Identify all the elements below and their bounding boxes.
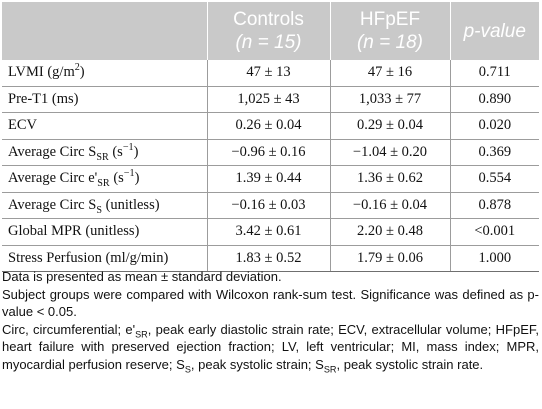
cell-controls: 1,025 ± 43 (207, 86, 330, 113)
abbrev-part: , peak systolic strain rate. (336, 356, 484, 372)
cell-hfpef: −1.04 ± 0.20 (330, 139, 450, 166)
abbrev-sub: SR (135, 329, 148, 340)
cell-hfpef: 1.36 ± 0.62 (330, 166, 450, 193)
table-row (2, 113, 539, 140)
header-hfpef-n: (n = 18) (356, 32, 423, 53)
header-hfpef (330, 2, 450, 60)
header-controls-title: Controls (233, 9, 304, 30)
row-label-mid: (s (109, 170, 124, 187)
cell-hfpef: 1.79 ± 0.06 (330, 245, 450, 272)
row-label-tail: (unitless) (101, 196, 160, 213)
abbrev-sub: S (184, 364, 191, 375)
footnote-data-presentation: Data is presented as mean ± standard deviation. (2, 269, 282, 284)
row-label (2, 192, 207, 219)
row-label (2, 139, 207, 166)
header-controls (207, 2, 330, 60)
row-label-tail: ) (133, 143, 139, 160)
cell-controls: −0.96 ± 0.16 (207, 139, 330, 166)
cell-controls: 3.42 ± 0.61 (207, 219, 330, 246)
abbrev-part: Circ, circumferential; e' (2, 321, 136, 337)
row-label-sub: SR (97, 178, 110, 190)
table-header-row (2, 2, 539, 60)
cell-hfpef: 1,033 ± 77 (330, 86, 450, 113)
row-label-tail: ) (134, 170, 140, 187)
row-label (2, 60, 207, 86)
cell-pvalue: 0.020 (450, 113, 539, 140)
cell-controls: 0.26 ± 0.04 (207, 113, 330, 140)
row-label-sup: 2 (74, 62, 80, 74)
row-label-tail: ) (79, 64, 85, 81)
cell-controls: −0.16 ± 0.03 (207, 192, 330, 219)
row-label-sup: −1 (122, 141, 134, 153)
cell-controls: 1.39 ± 0.44 (207, 166, 330, 193)
cell-hfpef: −0.16 ± 0.04 (330, 192, 450, 219)
footnote-abbreviations (2, 321, 539, 374)
table-row (2, 192, 539, 219)
table-row (2, 86, 539, 113)
table-row (2, 166, 539, 193)
cell-pvalue: 0.554 (450, 166, 539, 193)
row-label: Global MPR (unitless) (2, 219, 207, 246)
abbrev-part: , peak systolic strain; S (190, 356, 324, 372)
row-label: Stress Perfusion (ml/g/min) (2, 245, 207, 272)
table-row (2, 60, 539, 86)
row-label-text: Average Circ e' (8, 170, 98, 187)
header-controls-n: (n = 15) (235, 32, 302, 53)
row-label-mid: (s (108, 143, 123, 160)
cell-pvalue: 1.000 (450, 245, 539, 272)
row-label-text: Average Circ S (8, 196, 97, 213)
cell-pvalue: <0.001 (450, 219, 539, 246)
cell-hfpef: 47 ± 16 (330, 60, 450, 86)
row-label: Pre-T1 (ms) (2, 86, 207, 113)
row-label-sub: SR (96, 151, 109, 163)
row-label: ECV (2, 113, 207, 140)
header-hfpef-title: HFpEF (359, 9, 421, 30)
cell-pvalue: 0.711 (450, 60, 539, 86)
cell-controls: 1.83 ± 0.52 (207, 245, 330, 272)
cell-controls: 47 ± 13 (207, 60, 330, 86)
header-pvalue-label: p-value (463, 20, 526, 42)
row-label-sub: S (96, 204, 102, 216)
row-label (2, 166, 207, 193)
abbrev-sub: SR (323, 364, 337, 375)
footnote-statistics: Subject groups were compared with Wilcoxon rank-sum test. Significance was defined as p-value < 0.05. (2, 286, 539, 319)
results-table (2, 2, 539, 272)
cell-pvalue: 0.878 (450, 192, 539, 219)
table-row (2, 139, 539, 166)
cell-pvalue: 0.890 (450, 86, 539, 113)
abbrev-part: , peak early diastolic strain rate; ECV, extracellular volume; HFpEF, heart failure with preserved ejection fraction; LV, left ventricular; MI, mass index; MPR, myocardial perfusion reserve; S (2, 321, 539, 372)
header-pvalue (450, 2, 539, 60)
row-label-sup: −1 (123, 168, 135, 180)
table-row (2, 219, 539, 246)
header-blank (2, 2, 207, 60)
cell-hfpef: 2.20 ± 0.48 (330, 219, 450, 246)
cell-pvalue: 0.369 (450, 139, 539, 166)
row-label-text: Average Circ S (8, 143, 97, 160)
cell-hfpef: 0.29 ± 0.04 (330, 113, 450, 140)
table-footnotes (2, 268, 539, 373)
row-label-text: LVMI (g/m (8, 64, 75, 81)
